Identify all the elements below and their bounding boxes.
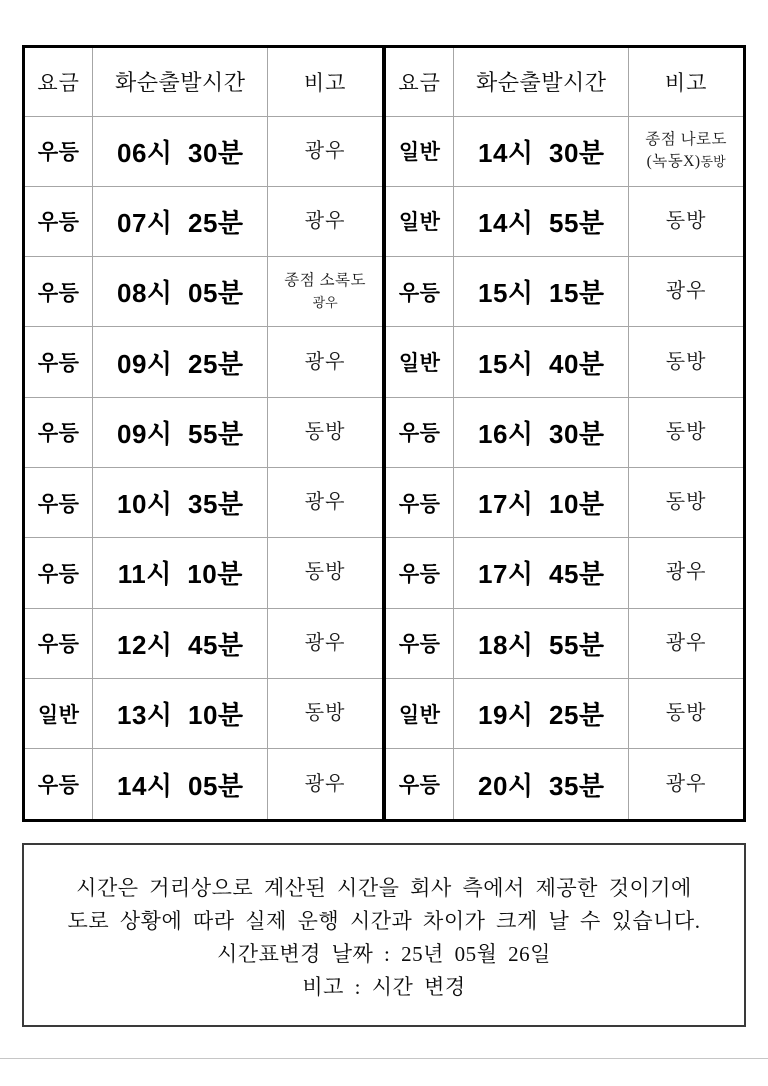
timetable-row bbox=[386, 397, 743, 467]
fare-cell: 우등 bbox=[386, 467, 454, 537]
departure-time-cell: 13시 10분 bbox=[93, 678, 268, 748]
note-cell bbox=[629, 538, 743, 608]
departure-time-cell: 08시 05분 bbox=[93, 257, 268, 327]
note-cell bbox=[268, 538, 382, 608]
note-line: 광우 bbox=[304, 631, 346, 654]
timetable-row bbox=[25, 678, 382, 748]
note-line: (녹동X)동방 bbox=[646, 153, 726, 171]
note-cell bbox=[629, 186, 743, 256]
timetable-row bbox=[25, 397, 382, 467]
fare-cell: 일반 bbox=[386, 186, 454, 256]
note-cell bbox=[629, 116, 743, 186]
fare-cell: 우등 bbox=[25, 608, 93, 678]
departure-time-cell: 14시 55분 bbox=[454, 186, 629, 256]
departure-time-cell: 09시 55분 bbox=[93, 397, 268, 467]
timetable-right bbox=[386, 48, 743, 819]
fare-cell: 일반 bbox=[386, 116, 454, 186]
departure-time-cell: 15시 15분 bbox=[454, 257, 629, 327]
timetable-row bbox=[386, 538, 743, 608]
departure-time-cell: 17시 10분 bbox=[454, 467, 629, 537]
note-line: 동방 bbox=[665, 702, 707, 725]
note-column-header: 비고 bbox=[629, 48, 743, 116]
fare-cell: 우등 bbox=[25, 186, 93, 256]
fare-cell: 우등 bbox=[386, 257, 454, 327]
timetable-row bbox=[386, 116, 743, 186]
timetable-row bbox=[386, 327, 743, 397]
departure-time-cell: 14시 30분 bbox=[454, 116, 629, 186]
timetable-left bbox=[25, 48, 382, 819]
timetable-row bbox=[386, 749, 743, 819]
timetable-row bbox=[25, 327, 382, 397]
timetable-row bbox=[386, 186, 743, 256]
fare-cell: 일반 bbox=[386, 327, 454, 397]
timetable-row bbox=[25, 467, 382, 537]
note-line: 광우 bbox=[304, 772, 346, 795]
header-row bbox=[25, 48, 382, 116]
note-line: 종점 소록도 bbox=[284, 271, 366, 289]
notice-line: 시간은 거리상으로 계산된 시간을 회사 측에서 제공한 것이기에 bbox=[76, 876, 692, 900]
departure-time-cell: 10시 35분 bbox=[93, 467, 268, 537]
timetable-row bbox=[25, 257, 382, 327]
note-cell bbox=[629, 397, 743, 467]
departure-time-cell: 12시 45분 bbox=[93, 608, 268, 678]
departure-time-cell: 09시 25분 bbox=[93, 327, 268, 397]
note-cell bbox=[629, 467, 743, 537]
note-line: 동방 bbox=[665, 350, 707, 373]
note-line: 동방 bbox=[665, 491, 707, 514]
departure-time-cell: 16시 30분 bbox=[454, 397, 629, 467]
note-line: 광우 bbox=[304, 139, 346, 162]
departure-time-cell: 18시 55분 bbox=[454, 608, 629, 678]
fare-cell: 우등 bbox=[386, 608, 454, 678]
fare-cell: 우등 bbox=[25, 467, 93, 537]
departure-time-cell: 11시 10분 bbox=[93, 538, 268, 608]
departure-time-cell: 14시 05분 bbox=[93, 749, 268, 819]
departure-time-cell: 20시 35분 bbox=[454, 749, 629, 819]
note-cell bbox=[268, 397, 382, 467]
note-cell bbox=[629, 749, 743, 819]
fare-cell: 우등 bbox=[386, 397, 454, 467]
note-cell bbox=[629, 678, 743, 748]
note-line: 광우 bbox=[665, 772, 707, 795]
timetable-row bbox=[386, 257, 743, 327]
timetable-row bbox=[25, 538, 382, 608]
timetable-row bbox=[25, 749, 382, 819]
fare-cell: 우등 bbox=[25, 538, 93, 608]
timetable-row bbox=[25, 608, 382, 678]
note-line: 동방 bbox=[304, 420, 346, 443]
departure-time-cell: 19시 25분 bbox=[454, 678, 629, 748]
note-cell bbox=[268, 327, 382, 397]
fare-cell: 우등 bbox=[25, 397, 93, 467]
note-line: 종점 나로도 bbox=[645, 131, 727, 149]
note-cell bbox=[268, 467, 382, 537]
note-line: 동방 bbox=[665, 420, 707, 443]
fare-cell: 우등 bbox=[25, 749, 93, 819]
departure-timetable bbox=[22, 45, 746, 822]
note-line: 동방 bbox=[304, 561, 346, 584]
fare-cell: 일반 bbox=[25, 678, 93, 748]
notice-box bbox=[22, 843, 746, 1027]
note-cell bbox=[629, 608, 743, 678]
note-cell bbox=[268, 749, 382, 819]
timetable-row bbox=[386, 678, 743, 748]
departure-time-cell: 17시 45분 bbox=[454, 538, 629, 608]
departure-time-cell: 15시 40분 bbox=[454, 327, 629, 397]
note-line: 광우 bbox=[312, 294, 338, 310]
note-cell bbox=[268, 608, 382, 678]
departure-time-cell: 07시 25분 bbox=[93, 186, 268, 256]
note-line: 광우 bbox=[665, 561, 707, 584]
fare-cell: 우등 bbox=[25, 116, 93, 186]
fare-cell: 일반 bbox=[386, 678, 454, 748]
timetable-row bbox=[25, 186, 382, 256]
header-row bbox=[386, 48, 743, 116]
fare-column-header: 요금 bbox=[25, 48, 93, 116]
notice-line: 도로 상황에 따라 실제 운행 시간과 차이가 크게 날 수 있습니다. bbox=[67, 909, 701, 933]
note-cell bbox=[268, 186, 382, 256]
departure-time-column-header: 화순출발시간 bbox=[454, 48, 629, 116]
note-cell bbox=[268, 116, 382, 186]
note-cell bbox=[629, 257, 743, 327]
note-column-header: 비고 bbox=[268, 48, 382, 116]
note-line: 동방 bbox=[665, 209, 707, 232]
note-cell bbox=[268, 257, 382, 327]
timetable-row bbox=[386, 608, 743, 678]
note-cell bbox=[268, 678, 382, 748]
note-line: 광우 bbox=[665, 280, 707, 303]
fare-column-header: 요금 bbox=[386, 48, 454, 116]
note-line: 동방 bbox=[304, 702, 346, 725]
departure-time-column-header: 화순출발시간 bbox=[93, 48, 268, 116]
note-line: 광우 bbox=[304, 491, 346, 514]
departure-time-cell: 06시 30분 bbox=[93, 116, 268, 186]
fare-cell: 우등 bbox=[25, 257, 93, 327]
scan-artifact-line bbox=[0, 1058, 768, 1059]
note-line: 광우 bbox=[304, 209, 346, 232]
note-line: 광우 bbox=[304, 350, 346, 373]
notice-line: 시간표변경 날짜 : 25년 05월 26일 bbox=[217, 942, 551, 966]
note-cell bbox=[629, 327, 743, 397]
notice-line: 비고 : 시간 변경 bbox=[302, 975, 466, 999]
timetable-row bbox=[386, 467, 743, 537]
fare-cell: 우등 bbox=[386, 749, 454, 819]
fare-cell: 우등 bbox=[386, 538, 454, 608]
fare-cell: 우등 bbox=[25, 327, 93, 397]
note-line: 광우 bbox=[665, 631, 707, 654]
timetable-row bbox=[25, 116, 382, 186]
